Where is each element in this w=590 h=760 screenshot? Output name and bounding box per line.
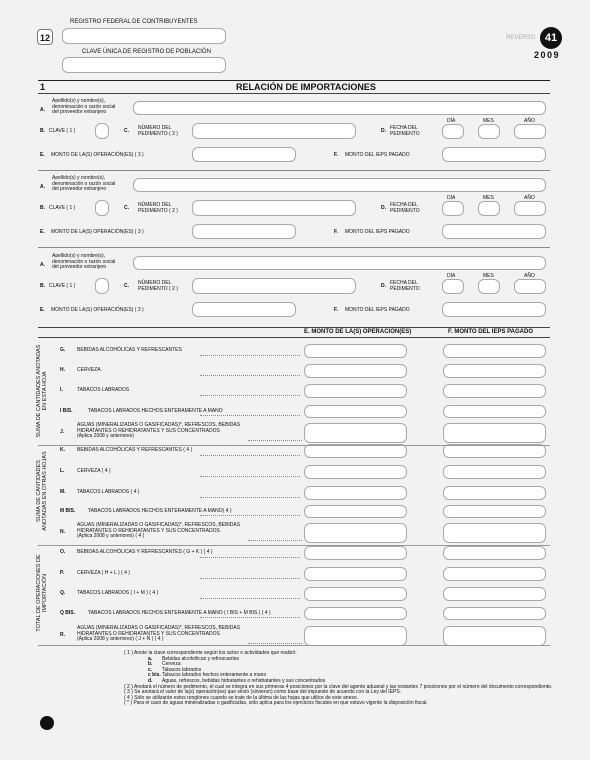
registration-mark: [40, 716, 54, 730]
footnote-code-text: Cerveza: [162, 661, 181, 668]
row-label: AGUAS (MINERALIZADAS O GASIFICADAS)*, REFRESCOS, BEBIDAS HIDRATANTES O REHIDRATANTES Y SUS CONCENTRADOS (Aplica 2008 y anteriores) ( J + N ) ( 4 ): [77, 625, 241, 642]
total-monto-ieps-field[interactable]: [443, 523, 546, 543]
label-e-letter: E.: [40, 307, 45, 313]
total-monto-operaciones-field[interactable]: [304, 364, 407, 378]
row-label: BEBIDAS ALCOHÓLICAS Y REFRESCANTES ( 4 ): [77, 447, 193, 453]
fecha-dia-field[interactable]: [442, 201, 464, 216]
supplier-name-field[interactable]: [133, 178, 546, 192]
total-monto-ieps-field[interactable]: [443, 344, 546, 358]
curp-label: CLAVE ÚNICA DE REGISTRO DE POBLACIÓN: [82, 49, 211, 55]
footnote-1: ( 1 ) Anote la clave correspondiente según los actos o actividades que realizó:: [124, 650, 297, 656]
label-f-letter: F.: [334, 229, 338, 235]
fecha-mes-field[interactable]: [478, 201, 500, 216]
label-a-letter: A.: [40, 184, 45, 190]
row-leader-dots: [200, 578, 300, 579]
total-monto-operaciones-field[interactable]: [304, 405, 407, 418]
label-anio: AÑO: [524, 195, 535, 201]
row-leader-dots: [248, 643, 302, 644]
clave-field[interactable]: [95, 200, 109, 216]
fecha-anio-field[interactable]: [514, 279, 546, 294]
row-label: BEBIDAS ALCOHÓLICAS Y REFRESCANTES: [77, 347, 182, 353]
monto-operaciones-field[interactable]: [192, 224, 296, 239]
total-monto-ieps-field[interactable]: [443, 505, 546, 518]
label-dia: DÍA: [447, 273, 456, 279]
row-letter: M BIS.: [60, 508, 76, 514]
row-letter: Q.: [60, 590, 66, 596]
block-divider: [38, 247, 550, 248]
label-a-letter: A.: [40, 107, 45, 113]
label-monto-ieps: MONTO DEL IEPS PAGADO: [345, 152, 410, 158]
curp-field[interactable]: [62, 57, 226, 73]
form-number-badge: 41: [540, 27, 562, 49]
label-monto-operaciones: MONTO DE LA(S) OPERACIÓN(ES) ( 3 ): [51, 152, 144, 158]
footnote-4: ( 4 ) Sólo se utilizarán estos renglones cuando se trate de la última de las hojas que utilice de este anexo.: [124, 694, 359, 701]
row-letter: H.: [60, 367, 65, 373]
monto-ieps-field[interactable]: [442, 147, 546, 162]
fecha-anio-field[interactable]: [514, 201, 546, 216]
total-monto-operaciones-field[interactable]: [304, 384, 407, 398]
clave-field[interactable]: [95, 278, 109, 294]
form-year: 2009: [534, 50, 561, 60]
row-leader-dots: [200, 375, 300, 376]
total-monto-ieps-field[interactable]: [443, 423, 546, 443]
label-clave: CLAVE ( 1 ): [49, 283, 76, 289]
label-mes: MES: [483, 195, 494, 201]
row-label: TABACOS LABRADOS HECHOS ENTERAMENTE A MANO: [88, 408, 223, 414]
label-monto-operaciones: MONTO DE LA(S) OPERACIÓN(ES) ( 3 ): [51, 229, 144, 235]
label-c-letter: C.: [124, 128, 129, 134]
row-leader-dots: [200, 415, 300, 416]
fecha-dia-field[interactable]: [442, 279, 464, 294]
row-letter: J.: [60, 429, 65, 435]
label-fecha-pedimento: FECHA DEL PEDIMENTO: [390, 280, 420, 292]
row-leader-dots: [200, 617, 300, 618]
fecha-anio-field[interactable]: [514, 124, 546, 139]
label-d-letter: D.: [381, 283, 386, 289]
supplier-name-field[interactable]: [133, 101, 546, 115]
label-monto-ieps: MONTO DEL IEPS PAGADO: [345, 229, 410, 235]
supplier-name-field[interactable]: [133, 256, 546, 270]
total-monto-ieps-field[interactable]: [443, 444, 546, 458]
total-monto-operaciones-field[interactable]: [304, 587, 407, 601]
label-f-letter: F.: [334, 307, 338, 313]
fecha-mes-field[interactable]: [478, 279, 500, 294]
col-e-header: E. MONTO DE LA(S) OPERACIÓN(ES): [304, 329, 412, 335]
footnote-3: ( 3 ) Se anotará el valor de la(s) operación(es) que sirvió (sirvieron) como base del impuesto de acuerdo con la Ley del IEPS.: [124, 689, 402, 696]
pedimento-field[interactable]: [192, 123, 356, 139]
footnote-code: c.: [148, 666, 153, 673]
total-monto-ieps-field[interactable]: [443, 465, 546, 479]
monto-operaciones-field[interactable]: [192, 302, 296, 317]
label-d-letter: D.: [381, 205, 386, 211]
label-monto-ieps: MONTO DEL IEPS PAGADO: [345, 307, 410, 313]
row-label: CERVEZA ( H + L ) ( 4 ): [77, 570, 130, 576]
pedimento-field[interactable]: [192, 200, 356, 216]
row-leader-dots: [200, 476, 300, 477]
row-letter: I.: [60, 387, 63, 393]
label-b-letter: B.: [40, 205, 45, 211]
label-dia: DÍA: [447, 118, 456, 124]
label-c-letter: C.: [124, 205, 129, 211]
label-numero-pedimento: NÚMERO DEL PEDIMENTO ( 2 ): [138, 125, 178, 137]
fecha-mes-field[interactable]: [478, 124, 500, 139]
footnotes: [124, 651, 564, 707]
footnote-code: b.: [148, 661, 153, 668]
block-divider: [38, 170, 550, 171]
fecha-dia-field[interactable]: [442, 124, 464, 139]
row-leader-dots: [200, 598, 300, 599]
col-f-header: F. MONTO DEL IEPS PAGADO: [448, 329, 534, 335]
label-c-letter: C.: [124, 283, 129, 289]
rfc-field[interactable]: [62, 28, 226, 44]
footnote-code-text: Bebidas alcohólicas y refrescantes: [162, 655, 239, 662]
label-clave: CLAVE ( 1 ): [49, 128, 76, 134]
label-mes: MES: [483, 273, 494, 279]
row-label: TABACOS LABRADOS: [77, 387, 130, 393]
label-a-letter: A.: [40, 262, 45, 268]
label-numero-pedimento: NÚMERO DEL PEDIMENTO ( 2 ): [138, 280, 178, 292]
label-monto-operaciones: MONTO DE LA(S) OPERACIÓN(ES) ( 3 ): [51, 307, 144, 313]
row-label: TABACOS LABRADOS HECHOS ENTERAMENTE A MANO( 4 ): [88, 508, 232, 514]
total-monto-operaciones-field[interactable]: [304, 567, 407, 581]
label-anio: AÑO: [524, 118, 535, 124]
label-supplier-name: Apellido(s) y nombre(s), denominación o razón social del proveedor extranjero: [52, 175, 116, 192]
row-label: CERVEZA: [77, 367, 101, 373]
row-label: AGUAS (MINERALIZADAS O GASIFICADAS)*, REFRESCOS, BEBIDAS HIDRATANTES O REHIDRATANTES Y SUS CONCENTRADOS (Aplica 2008 y anteriores): [77, 422, 241, 439]
label-supplier-name: Apellido(s) y nombre(s), denominación o razón social del proveedor extranjero: [52, 98, 116, 115]
footnote-code-text: Aguas, refrescos, bebidas hidratantes o rehidratantes y sus concentrados: [162, 677, 326, 684]
reverso-label: REVERSO: [506, 35, 536, 41]
row-leader-dots: [200, 355, 300, 356]
row-letter: R.: [60, 632, 65, 638]
label-dia: DÍA: [447, 195, 456, 201]
label-anio: AÑO: [524, 273, 535, 279]
row-leader-dots: [200, 395, 300, 396]
footnote-code: d.: [148, 677, 153, 684]
total-monto-operaciones-field[interactable]: [304, 607, 407, 620]
row-leader-dots: [200, 497, 300, 498]
label-mes: MES: [483, 118, 494, 124]
row-leader-dots: [248, 540, 302, 541]
row-letter: N.: [60, 529, 65, 535]
section-title: RELACIÓN DE IMPORTACIONES: [236, 82, 376, 92]
row-label: AGUAS (MINERALIZADAS O GASIFICADAS)*, REFRESCOS, BEBIDAS HIDRATANTES O REHIDRATANTES Y SUS CONCENTRADOS (Aplica 2008 y anteriores) ( 4 ): [77, 522, 241, 539]
row-label: CERVEZA ( 4 ): [77, 468, 111, 474]
total-monto-operaciones-field[interactable]: [304, 505, 407, 518]
label-e-letter: E.: [40, 229, 45, 235]
total-monto-operaciones-field[interactable]: [304, 486, 407, 500]
label-supplier-name: Apellido(s) y nombre(s), denominación o razón social del proveedor extranjero: [52, 253, 116, 270]
label-clave: CLAVE ( 1 ): [49, 205, 76, 211]
footnote-code: c bis.: [148, 672, 161, 679]
label-fecha-pedimento: FECHA DEL PEDIMENTO: [390, 202, 420, 214]
footnote-star: ( * ) Para el caso de aguas mineralizadas o gasificadas, sólo aplica para los ejercicios fiscales en que estuvo vigente la disposición fiscal.: [124, 700, 428, 707]
monto-operaciones-field[interactable]: [192, 147, 296, 162]
monto-ieps-field[interactable]: [442, 302, 546, 317]
group-label-total: TOTAL DE OPERACIONES DE IMPORTACIÓN: [36, 554, 48, 632]
section-number: 1: [40, 82, 46, 92]
row-leader-dots: [200, 455, 300, 456]
row-letter: O.: [60, 549, 66, 555]
total-monto-ieps-field[interactable]: [443, 405, 546, 418]
row-label: TABACOS LABRADOS ( 4 ): [77, 489, 140, 495]
total-monto-operaciones-field[interactable]: [304, 465, 407, 479]
footnote-code: a.: [148, 655, 153, 662]
total-monto-operaciones-field[interactable]: [304, 344, 407, 358]
rfc-label: REGISTRO FEDERAL DE CONTRIBUYENTES: [70, 19, 198, 25]
label-f-letter: F.: [334, 152, 338, 158]
footnote-code-text: Tabacos labrados hechos enteramente a mano: [162, 672, 267, 679]
row-label: TABACOS LABRADOS ( I + M ) ( 4 ): [77, 590, 159, 596]
total-monto-ieps-field[interactable]: [443, 607, 546, 620]
row-letter: P.: [60, 570, 65, 576]
total-monto-ieps-field[interactable]: [443, 364, 546, 378]
total-monto-operaciones-field[interactable]: [304, 523, 407, 543]
total-monto-ieps-field[interactable]: [443, 486, 546, 500]
page-marker: 12: [37, 29, 53, 45]
row-letter: I BIS.: [60, 408, 73, 414]
total-monto-operaciones-field[interactable]: [304, 444, 407, 458]
row-label: BEBIDAS ALCOHÓLICAS Y REFRESCANTES ( G + K ) ( 4 ): [77, 549, 213, 555]
monto-ieps-field[interactable]: [442, 224, 546, 239]
row-letter: L.: [60, 468, 65, 474]
label-b-letter: B.: [40, 283, 45, 289]
label-d-letter: D.: [381, 128, 386, 134]
row-label: TABACOS LABRADOS HECHOS ENTERAMENTE A MANO ( I BIS + M BIS ) ( 4 ): [88, 610, 271, 616]
row-leader-dots: [248, 440, 302, 441]
label-fecha-pedimento: FECHA DEL PEDIMENTO: [390, 125, 420, 137]
label-e-letter: E.: [40, 152, 45, 158]
row-letter: K.: [60, 447, 65, 453]
row-letter: Q BIS.: [60, 610, 76, 616]
total-monto-ieps-field[interactable]: [443, 567, 546, 581]
total-monto-ieps-field[interactable]: [443, 384, 546, 398]
row-leader-dots: [200, 515, 300, 516]
row-letter: G.: [60, 347, 66, 353]
total-monto-operaciones-field[interactable]: [304, 546, 407, 560]
group-label-other-sheets: SUMA DE CANTIDADES ANOTADAS EN OTRAS HOJAS: [36, 451, 48, 531]
label-b-letter: B.: [40, 128, 45, 134]
footnote-code-text: Tabacos labrados: [162, 666, 202, 673]
total-monto-operaciones-field[interactable]: [304, 423, 407, 443]
total-monto-ieps-field[interactable]: [443, 626, 546, 646]
footnote-2: ( 2 ) Anotará el número de pedimento, el cual se integra en sus primeras 4 posiciones por la clave del agente aduanal y las restantes 7 posiciones por el número del documento correspondiente.: [124, 683, 553, 690]
total-monto-ieps-field[interactable]: [443, 546, 546, 560]
row-leader-dots: [200, 557, 300, 558]
pedimento-field[interactable]: [192, 278, 356, 294]
row-letter: M.: [60, 489, 66, 495]
label-numero-pedimento: NÚMERO DEL PEDIMENTO ( 2 ): [138, 202, 178, 214]
total-monto-operaciones-field[interactable]: [304, 626, 407, 646]
group-label-this-sheet: SUMA DE CANTIDADES ANOTADAS EN ESTA HOJA: [36, 344, 48, 438]
clave-field[interactable]: [95, 123, 109, 139]
total-monto-ieps-field[interactable]: [443, 587, 546, 601]
